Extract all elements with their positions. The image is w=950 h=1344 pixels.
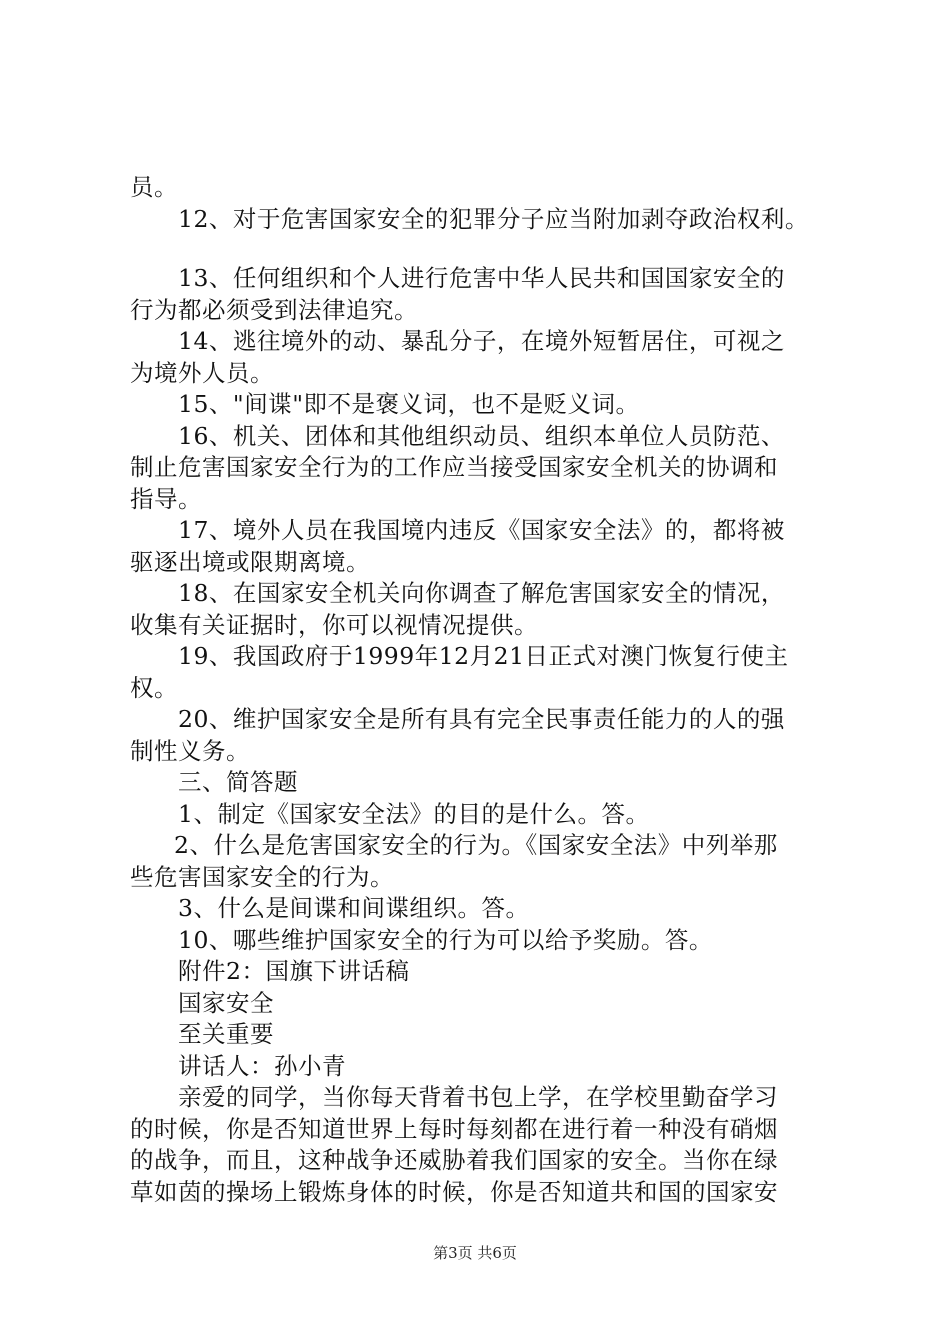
text-line: 18、在国家安全机关向你调查了解危害国家安全的情况， [178, 579, 785, 607]
text-line: 制止危害国家安全行为的工作应当接受国家安全机关的协调和 [130, 453, 778, 481]
section-heading: 三、简答题 [178, 768, 298, 796]
text-line: 亲爱的同学，当你每天背着书包上学，在学校里勤奋学习 [178, 1083, 778, 1111]
text-line: 12、对于危害国家安全的犯罪分子应当附加剥夺政治权利。 [178, 204, 809, 233]
text-line: 的时候，你是否知道世界上每时每刻都在进行着一种没有硝烟 [130, 1114, 778, 1143]
speech-title-line: 国家安全 [178, 988, 274, 1017]
text-line: 制性义务。 [130, 736, 250, 765]
text-line: 些危害国家安全的行为。 [130, 862, 394, 891]
text-line: 的战争，而且，这种战争还威胁着我们国家的安全。当你在绿 [130, 1146, 778, 1174]
text-line: 10、哪些维护国家安全的行为可以给予奖励。答。 [178, 925, 713, 954]
text-line: 指导。 [130, 484, 202, 513]
text-line: 19、我国政府于1999年12月21日正式对澳门恢复行使主 [178, 642, 789, 670]
text-line: 3、什么是间谍和间谍组织。答。 [178, 894, 530, 922]
page-number-footer: 第3页 共6页 [433, 1244, 517, 1262]
text-line: 16、机关、团体和其他组织动员、组织本单位人员防范、 [178, 421, 785, 450]
speaker-line: 讲话人：孙小青 [178, 1051, 346, 1080]
text-line: 14、逃往境外的动、暴乱分子，在境外短暂居住，可视之 [178, 327, 785, 355]
text-line: 1、制定《国家安全法》的目的是什么。答。 [178, 799, 650, 828]
text-line: 行为都必须受到法律追究。 [130, 295, 418, 324]
document-body [130, 172, 835, 1208]
text-line: 权。 [130, 673, 178, 702]
text-line: 15、"间谍"即不是褒义词，也不是贬义词。 [178, 390, 640, 418]
text-line: 草如茵的操场上锻炼身体的时候，你是否知道共和国的国家安 [130, 1177, 778, 1206]
attachment-heading: 附件2：国旗下讲话稿 [178, 957, 410, 985]
text-line: 20、维护国家安全是所有具有完全民事责任能力的人的强 [178, 705, 785, 733]
text-line: 为境外人员。 [130, 358, 274, 387]
text-line: 17、境外人员在我国境内违反《国家安全法》的，都将被 [178, 516, 785, 544]
text-line: 员。 [130, 173, 178, 201]
paragraph-gap [130, 235, 835, 263]
text-line: 收集有关证据时，你可以视情况提供。 [130, 610, 538, 639]
speech-title-line: 至关重要 [178, 1020, 274, 1048]
text-line: 驱逐出境或限期离境。 [130, 547, 370, 576]
text-line: 2、什么是危害国家安全的行为。《国家安全法》中列举那 [174, 831, 778, 859]
text-line: 13、任何组织和个人进行危害中华人民共和国国家安全的 [178, 264, 785, 292]
